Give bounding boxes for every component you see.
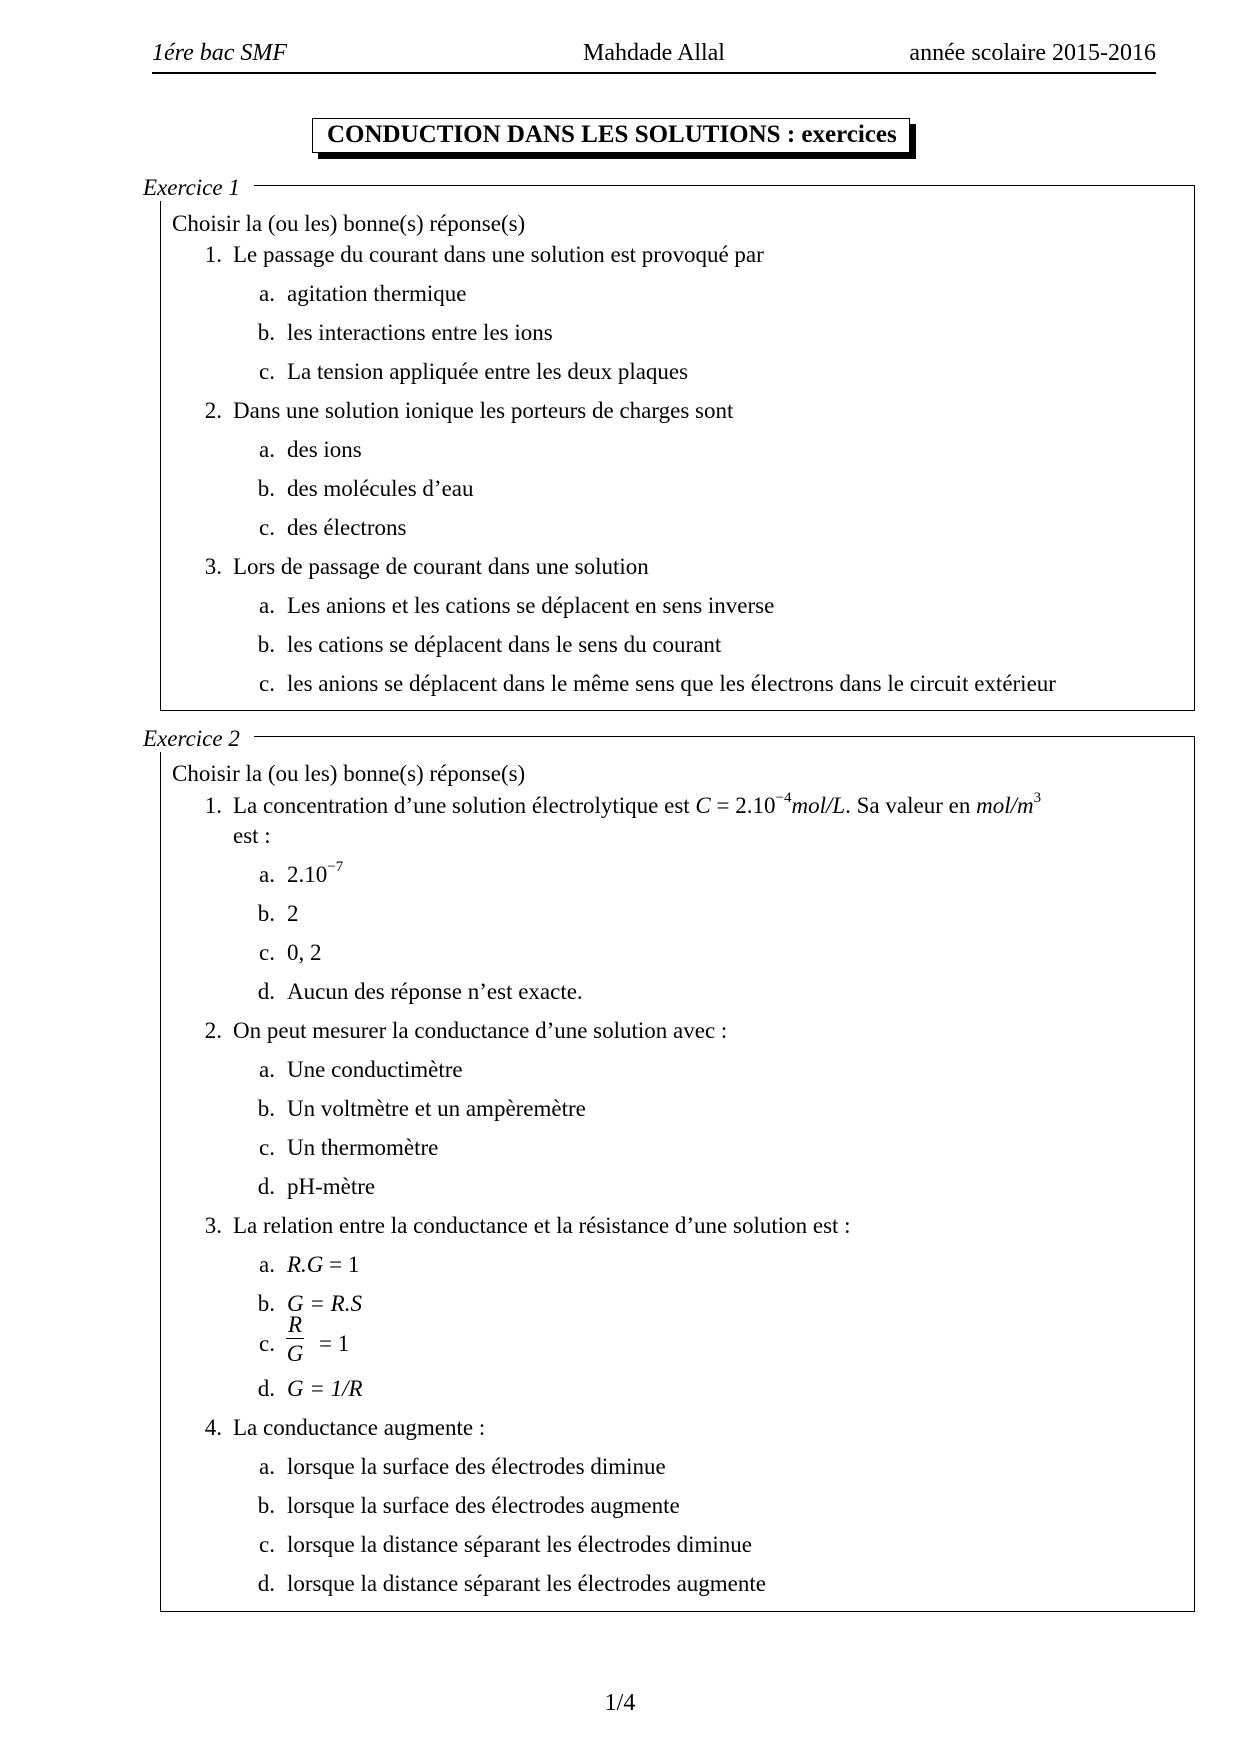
option-text: les anions se déplacent dans le même sens que les électrons dans le circuit extérieur [287,671,1056,696]
option-letter: b. [257,1493,275,1518]
question-text: Dans une solution ionique les porteurs de charges sont [233,398,734,423]
option-text: Les anions et les cations se déplacent en sens inverse [287,593,775,618]
question-number: 1. [204,793,222,818]
option-letter: c. [259,359,275,384]
option-letter: c. [259,1532,275,1557]
option-text: lorsque la surface des électrodes diminue [287,1454,666,1479]
option-letter: c. [259,1135,275,1160]
option-text: des molécules d’eau [287,476,474,501]
exercise-2-instruction: Choisir la (ou les) bonne(s) réponse(s) [172,761,526,786]
option-text: G = 1/R [287,1376,363,1401]
question-number: 2. [204,398,222,423]
question-text: On peut mesurer la conductance d’une solution avec : [233,1018,728,1043]
option-text: 0, 2 [287,940,322,965]
question-text: La concentration d’une solution électrolytique est $C = 2.10^{-4}mol/L$. Sa valeur en mol/$m^3$ [233,790,1042,818]
option-letter: a. [259,1252,275,1277]
option-letter: b. [257,1291,275,1316]
header-school-year: année scolaire 2015-2016 [909,40,1156,66]
question-number: 4. [204,1415,222,1440]
question-number: 3. [204,554,222,579]
option-letter: c. [259,1331,275,1356]
option-letter: a. [259,862,275,887]
option-text: Un voltmètre et un ampèremètre [287,1096,586,1121]
option-letter: b. [257,476,275,501]
option-text: 2 [287,901,299,926]
option-letter: c. [259,515,275,540]
exercise-1-instruction: Choisir la (ou les) bonne(s) réponse(s) [172,211,526,236]
option-letter: b. [257,632,275,657]
option-letter: a. [259,1454,275,1479]
option-letter: d. [257,1174,275,1199]
option-letter: d. [257,1571,275,1596]
option-text: $2.10^{-7}$ [287,859,344,887]
option-letter: a. [259,1057,275,1082]
page-header [152,36,1156,74]
option-text: des électrons [287,515,407,540]
option-letter: d. [257,1376,275,1401]
page-number: 1/4 [604,1690,636,1716]
option-letter: c. [259,671,275,696]
fraction-rhs: = 1 [319,1331,350,1356]
option-text: des ions [287,437,362,462]
option-text: G = R.S [287,1291,362,1316]
page-title: CONDUCTION DANS LES SOLUTIONS : exercices [312,118,910,153]
option-text: lorsque la distance séparant les électrodes augmente [287,1571,766,1596]
question-text: La relation entre la conductance et la résistance d’une solution est : [233,1213,851,1238]
option-text: les cations se déplacent dans le sens du courant [287,632,722,657]
option-text: les interactions entre les ions [287,320,553,345]
fraction-numerator: R [288,1312,303,1337]
question-text: Le passage du courant dans une solution est provoqué par [233,242,764,267]
option-letter: b. [257,901,275,926]
fraction-denominator: G [286,1341,304,1366]
option-letter: d. [257,979,275,1004]
option-text: lorsque la surface des électrodes augmente [287,1493,680,1518]
option-letter: a. [259,437,275,462]
header-class: 1ére bac SMF [152,40,288,66]
option-letter: a. [259,593,275,618]
option-text: Aucun des réponse n’est exacte. [287,979,583,1004]
question-text: La conductance augmente : [233,1415,486,1440]
option-text: lorsque la distance séparant les électrodes diminue [287,1532,752,1557]
option-letter: b. [257,320,275,345]
question-number: 3. [204,1213,222,1238]
exercise-2-label: Exercice 2 [143,726,254,752]
question-number: 2. [204,1018,222,1043]
fraction-r-over-g [286,1313,304,1365]
exercise-1-label: Exercice 1 [143,175,254,201]
question-number: 1. [204,242,222,267]
question-text-continued: est : [233,823,271,848]
option-text: R.G = 1 [287,1252,360,1277]
option-text: pH-mètre [287,1174,376,1199]
option-text: Un thermomètre [287,1135,439,1160]
question-text: Lors de passage de courant dans une solution [233,554,649,579]
option-text: Une conductimètre [287,1057,463,1082]
option-letter: a. [259,281,275,306]
header-author: Mahdade Allal [583,40,725,66]
option-letter: b. [257,1096,275,1121]
option-text: La tension appliquée entre les deux plaques [287,359,689,384]
option-letter: c. [259,940,275,965]
option-text: agitation thermique [287,281,467,306]
title-frame [312,118,910,153]
